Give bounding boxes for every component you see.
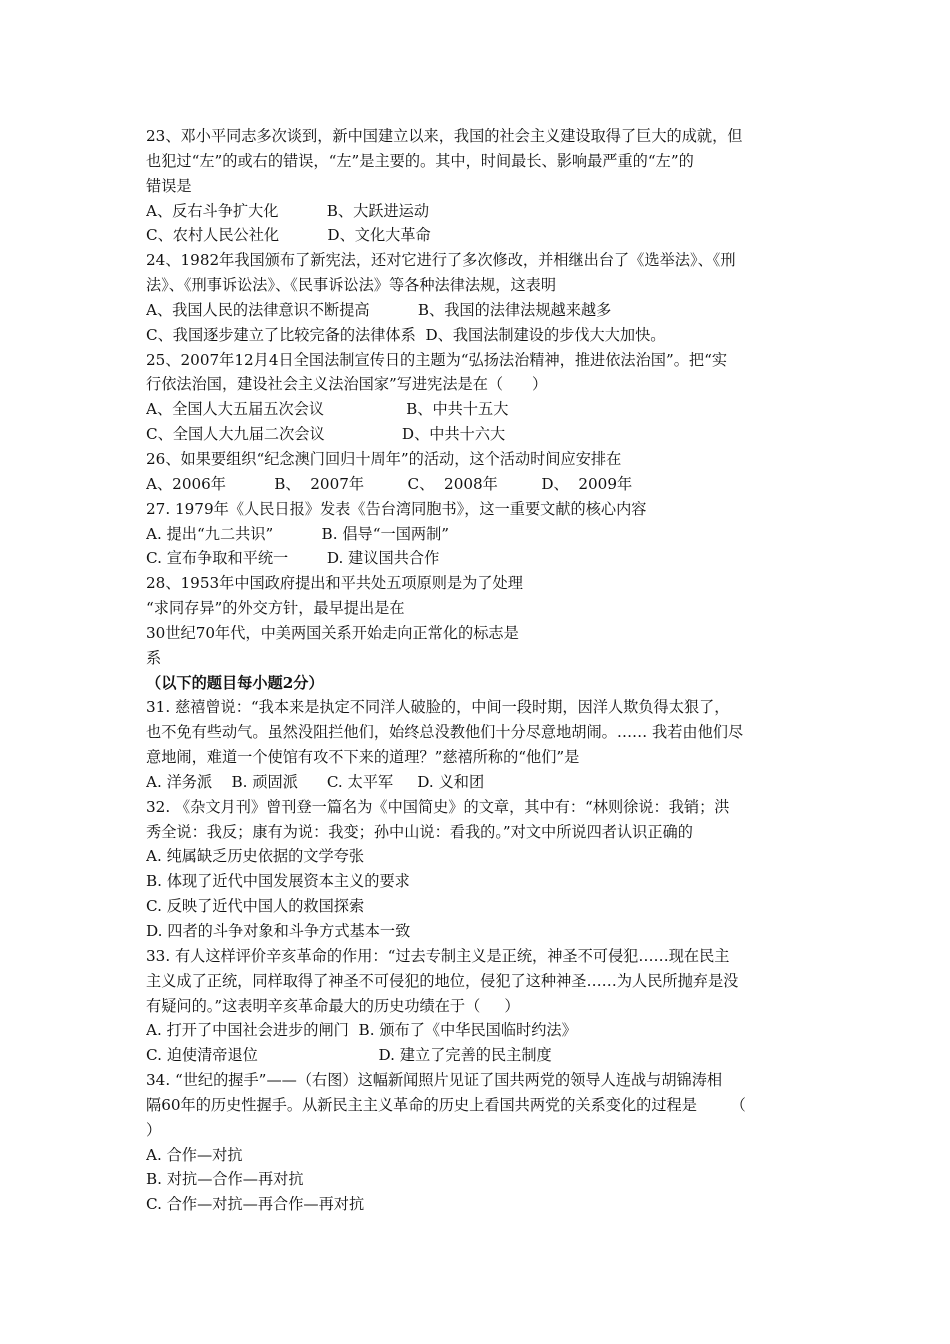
q32-line-1: 32. 《杂文月刊》曾刊登一篇名为《中国简史》的文章，其中有：“林则徐说：我销；洪 [146,797,730,816]
q32-option-b: B. 体现了近代中国发展资本主义的要求 [146,872,410,891]
q28-line-1: 28、1953年中国政府提出和平共处五项原则是为了处理 [146,574,523,593]
q31-line-3: 意地闹，难道一个使馆有攻不下来的道理？”慈禧所称的“他们”是 [146,748,580,767]
q25-options-cd: C、全国人大九届二次会议 D、中共十六大 [146,425,506,444]
q26-line-1: 26、如果要组织“纪念澳门回归十周年”的活动，这个活动时间应安排在 [146,449,622,468]
q23-line-2: 也犯过“左”的或右的错误，“左”是主要的。其中，时间最长、影响最严重的“左”的 [146,151,694,170]
q24-options-ab: A、我国人民的法律意识不断提高 B、我国的法律法规越来越多 [146,300,612,319]
fragment-line-3: 系 [146,648,162,667]
q33-line-3: 有疑问的。”这表明辛亥革命最大的历史功绩在于（ ） [146,996,520,1015]
q33-line-1: 33. 有人这样评价辛亥革命的作用：“过去专制主义是正统，神圣不可侵犯……现在民主 [146,946,730,965]
q24-line-2: 法》、《刑事诉讼法》、《民事诉讼法》等各种法律法规，这表明 [146,276,557,295]
q24-line-1: 24、1982年我国颁布了新宪法，还对它进行了多次修改，并相继出台了《选举法》、《刑 [146,251,736,270]
q25-options-ab: A、全国人大五届五次会议 B、中共十五大 [146,400,509,419]
q34-option-c: C. 合作—对抗—再合作—再对抗 [146,1195,365,1214]
q23-options-ab: A、反右斗争扩大化 B、大跃进运动 [146,201,430,220]
section-heading: （以下的题目每小题2分） [146,673,324,692]
q27-line-1: 27. 1979年《人民日报》发表《告台湾同胞书》，这一重要文献的核心内容 [146,499,647,518]
q23-options-cd: C、农村人民公社化 D、文化大革命 [146,226,431,245]
q34-line-3: ） [146,1120,162,1139]
q25-line-1: 25、2007年12月4日全国法制宣传日的主题为“弘扬法治精神，推进依法治国”。把“实 [146,350,728,369]
q33-line-2: 主义成了正统，同样取得了神圣不可侵犯的地位，侵犯了这种神圣……为人民所抛弃是没 [146,971,739,990]
q33-options-cd: C. 迫使清帝退位 D. 建立了完善的民主制度 [146,1046,552,1065]
q27-options-ab: A. 提出“九二共识” B. 倡导“一国两制” [146,524,450,543]
q32-option-c: C. 反映了近代中国人的救国探索 [146,897,365,916]
q31-line-2: 也不免有些动气。虽然没阻拦他们，始终总没教他们十分尽意地胡闹。…… 我若由他们尽 [146,723,744,742]
question-text-block [146,124,818,1217]
fragment-line-2: 30世纪70年代，中美两国关系开始走向正常化的标志是 [146,623,519,642]
q23-line-1: 23、邓小平同志多次谈到，新中国建立以来，我国的社会主义建设取得了巨大的成就，但 [146,127,743,145]
q31-line-1: 31. 慈禧曾说：“我本来是执定不同洋人破脸的，中间一段时期，因洋人欺负得太狠了， [146,698,730,717]
q34-option-b: B. 对抗—合作—再对抗 [146,1170,304,1189]
q32-option-d: D. 四者的斗争对象和斗争方式基本一致 [146,922,411,940]
q32-option-a: A. 纯属缺乏历史依据的文学夸张 [146,847,365,866]
q34-option-a: A. 合作—对抗 [146,1145,243,1164]
q25-line-2: 行依法治国，建设社会主义法治国家”写进宪法是在（ ） [146,375,548,394]
q34-line-1: 34. “世纪的握手”——（右图）这幅新闻照片见证了国共两党的领导人连战与胡锦涛相 [146,1071,723,1090]
q24-options-cd: C、我国逐步建立了比较完备的法律体系 D、我国法制建设的步伐大大加快。 [146,325,666,344]
q23-line-3: 错误是 [146,176,192,195]
q26-options: A、2006年 B、 2007年 C、 2008年 D、 2009年 [146,474,633,493]
q27-options-cd: C. 宣布争取和平统一 D. 建议国共合作 [146,549,440,568]
q31-options: A. 洋务派 B. 顽固派 C. 太平军 D. 义和团 [146,772,485,791]
q33-options-ab: A. 打开了中国社会进步的闸门 B. 颁布了《中华民国临时约法》 [146,1021,577,1040]
q34-line-2: 隔60年的历史性握手。从新民主主义革命的历史上看国共两党的关系变化的过程是 （ [146,1095,746,1114]
q32-line-2: 秀全说：我反；康有为说：我变；孙中山说：看我的。”对文中所说四者认识正确的 [146,822,693,841]
fragment-line-1: “求同存异”的外交方针，最早提出是在 [146,599,405,618]
